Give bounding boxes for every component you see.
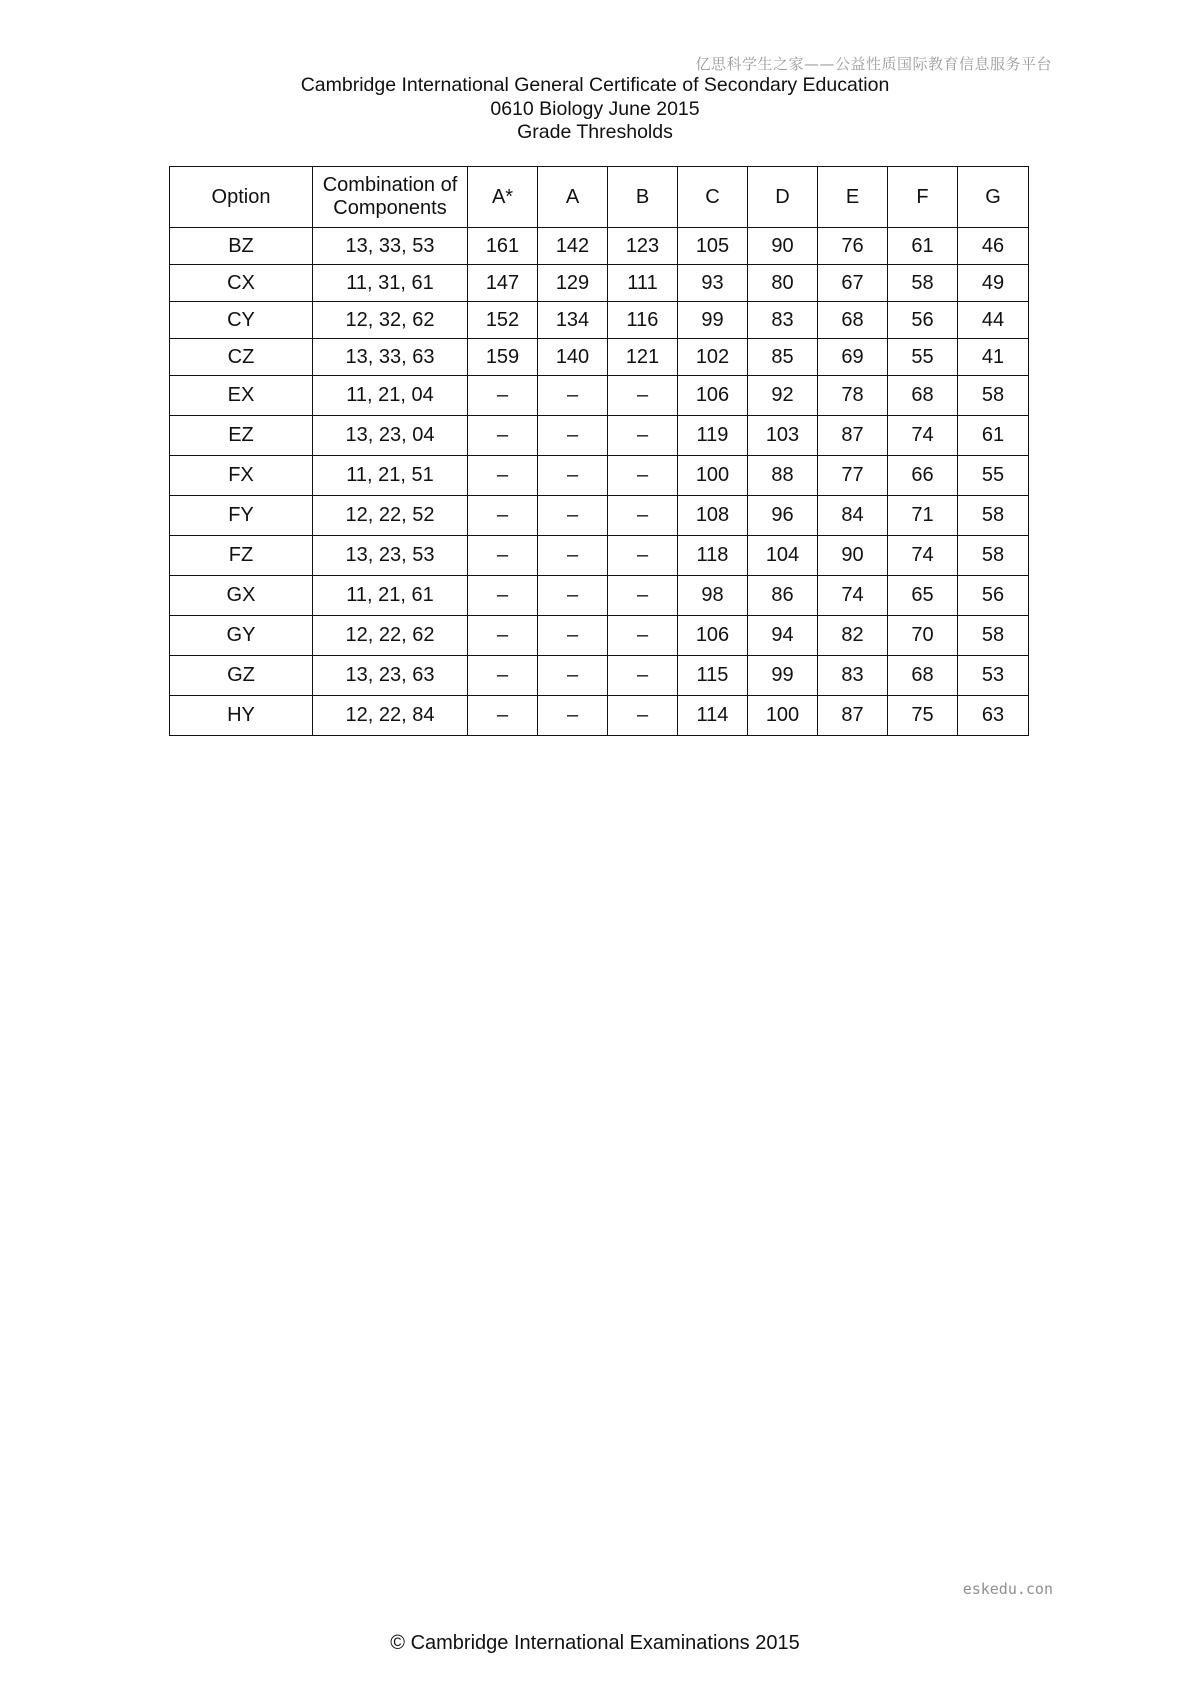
- threshold-cell: 83: [818, 656, 888, 696]
- threshold-cell: 68: [818, 302, 888, 339]
- threshold-cell: 98: [678, 576, 748, 616]
- option-cell: FY: [170, 496, 313, 536]
- threshold-cell: 100: [748, 696, 818, 736]
- threshold-cell: 105: [678, 228, 748, 265]
- threshold-cell: 63: [958, 696, 1029, 736]
- components-cell: 11, 31, 61: [313, 265, 468, 302]
- threshold-cell: 75: [888, 696, 958, 736]
- threshold-cell: 134: [538, 302, 608, 339]
- threshold-cell: 147: [468, 265, 538, 302]
- threshold-cell: 96: [748, 496, 818, 536]
- threshold-cell: 99: [748, 656, 818, 696]
- threshold-cell: 58: [958, 536, 1029, 576]
- threshold-cell: 69: [818, 339, 888, 376]
- threshold-cell: –: [468, 576, 538, 616]
- threshold-cell: 100: [678, 456, 748, 496]
- threshold-cell: 58: [888, 265, 958, 302]
- threshold-cell: 83: [748, 302, 818, 339]
- threshold-cell: 93: [678, 265, 748, 302]
- threshold-cell: 142: [538, 228, 608, 265]
- threshold-cell: –: [468, 536, 538, 576]
- option-cell: GX: [170, 576, 313, 616]
- table-row: [170, 496, 1029, 536]
- column-header: F: [888, 167, 958, 228]
- components-cell: 11, 21, 51: [313, 456, 468, 496]
- threshold-cell: 56: [888, 302, 958, 339]
- table-row: [170, 302, 1029, 339]
- option-cell: GY: [170, 616, 313, 656]
- threshold-cell: 152: [468, 302, 538, 339]
- table-row: [170, 376, 1029, 416]
- threshold-cell: 74: [818, 576, 888, 616]
- heading-title: Grade Thresholds: [517, 121, 673, 143]
- table-row: [170, 416, 1029, 456]
- threshold-cell: –: [468, 496, 538, 536]
- threshold-cell: –: [608, 376, 678, 416]
- threshold-cell: 58: [958, 616, 1029, 656]
- threshold-cell: 66: [888, 456, 958, 496]
- table-row: [170, 616, 1029, 656]
- components-cell: 12, 22, 84: [313, 696, 468, 736]
- threshold-cell: 103: [748, 416, 818, 456]
- table-header-row: [170, 167, 1029, 228]
- components-cell: 13, 23, 53: [313, 536, 468, 576]
- threshold-cell: 87: [818, 416, 888, 456]
- option-cell: EZ: [170, 416, 313, 456]
- column-header: Combination of Components: [313, 167, 468, 228]
- option-cell: CZ: [170, 339, 313, 376]
- threshold-cell: 55: [958, 456, 1029, 496]
- threshold-cell: 111: [608, 265, 678, 302]
- threshold-cell: –: [468, 376, 538, 416]
- threshold-cell: 85: [748, 339, 818, 376]
- threshold-cell: –: [608, 416, 678, 456]
- threshold-cell: 56: [958, 576, 1029, 616]
- threshold-cell: 53: [958, 656, 1029, 696]
- heading-syllabus: 0610 Biology June 2015: [490, 97, 700, 120]
- threshold-cell: 94: [748, 616, 818, 656]
- threshold-cell: 102: [678, 339, 748, 376]
- option-cell: HY: [170, 696, 313, 736]
- table-row: [170, 656, 1029, 696]
- threshold-cell: 41: [958, 339, 1029, 376]
- threshold-cell: 77: [818, 456, 888, 496]
- components-cell: 11, 21, 61: [313, 576, 468, 616]
- column-header: D: [748, 167, 818, 228]
- threshold-cell: –: [538, 696, 608, 736]
- threshold-cell: 78: [818, 376, 888, 416]
- watermark-top: 亿思科学生之家——公益性质国际教育信息服务平台: [695, 55, 1052, 73]
- threshold-cell: –: [468, 696, 538, 736]
- copyright-footer: © Cambridge International Examinations 2015: [390, 1632, 800, 1654]
- column-header: B: [608, 167, 678, 228]
- threshold-cell: –: [608, 456, 678, 496]
- threshold-cell: 74: [888, 536, 958, 576]
- components-cell: 13, 23, 63: [313, 656, 468, 696]
- components-cell: 13, 33, 63: [313, 339, 468, 376]
- threshold-cell: 68: [888, 656, 958, 696]
- threshold-cell: –: [538, 616, 608, 656]
- threshold-cell: 44: [958, 302, 1029, 339]
- table-row: [170, 536, 1029, 576]
- threshold-cell: 76: [818, 228, 888, 265]
- threshold-cell: 90: [818, 536, 888, 576]
- threshold-cell: –: [468, 656, 538, 696]
- threshold-cell: 90: [748, 228, 818, 265]
- threshold-cell: –: [608, 496, 678, 536]
- table-row: [170, 696, 1029, 736]
- column-header: C: [678, 167, 748, 228]
- threshold-cell: 82: [818, 616, 888, 656]
- threshold-cell: 106: [678, 376, 748, 416]
- threshold-cell: 80: [748, 265, 818, 302]
- threshold-cell: 115: [678, 656, 748, 696]
- column-header: G: [958, 167, 1029, 228]
- option-cell: GZ: [170, 656, 313, 696]
- components-cell: 12, 22, 62: [313, 616, 468, 656]
- column-header: Option: [170, 167, 313, 228]
- watermark-bottom: eskedu.con: [962, 1580, 1053, 1598]
- table-row: [170, 228, 1029, 265]
- option-cell: BZ: [170, 228, 313, 265]
- table-row: [170, 339, 1029, 376]
- threshold-cell: 159: [468, 339, 538, 376]
- table-body: [170, 228, 1029, 736]
- threshold-cell: 116: [608, 302, 678, 339]
- threshold-cell: 161: [468, 228, 538, 265]
- threshold-cell: –: [608, 576, 678, 616]
- threshold-cell: 46: [958, 228, 1029, 265]
- threshold-cell: 58: [958, 376, 1029, 416]
- option-cell: CY: [170, 302, 313, 339]
- threshold-cell: 74: [888, 416, 958, 456]
- threshold-cell: –: [538, 536, 608, 576]
- threshold-cell: 99: [678, 302, 748, 339]
- column-header: A*: [468, 167, 538, 228]
- threshold-cell: –: [608, 536, 678, 576]
- threshold-cell: 70: [888, 616, 958, 656]
- threshold-cell: 61: [888, 228, 958, 265]
- threshold-cell: 108: [678, 496, 748, 536]
- components-cell: 13, 33, 53: [313, 228, 468, 265]
- threshold-cell: –: [538, 456, 608, 496]
- threshold-cell: 67: [818, 265, 888, 302]
- threshold-cell: 88: [748, 456, 818, 496]
- document-heading: [0, 74, 1190, 145]
- table-row: [170, 265, 1029, 302]
- threshold-cell: –: [608, 616, 678, 656]
- column-header: E: [818, 167, 888, 228]
- option-cell: CX: [170, 265, 313, 302]
- threshold-cell: 140: [538, 339, 608, 376]
- threshold-cell: 55: [888, 339, 958, 376]
- threshold-cell: 114: [678, 696, 748, 736]
- threshold-cell: 65: [888, 576, 958, 616]
- threshold-cell: 61: [958, 416, 1029, 456]
- threshold-cell: 49: [958, 265, 1029, 302]
- table-row: [170, 456, 1029, 496]
- threshold-cell: –: [608, 696, 678, 736]
- threshold-cell: –: [468, 416, 538, 456]
- option-cell: EX: [170, 376, 313, 416]
- components-cell: 11, 21, 04: [313, 376, 468, 416]
- threshold-cell: 119: [678, 416, 748, 456]
- threshold-cell: 86: [748, 576, 818, 616]
- table-row: [170, 576, 1029, 616]
- threshold-cell: 104: [748, 536, 818, 576]
- threshold-cell: 87: [818, 696, 888, 736]
- option-cell: FX: [170, 456, 313, 496]
- threshold-cell: 71: [888, 496, 958, 536]
- threshold-cell: –: [538, 376, 608, 416]
- threshold-cell: 58: [958, 496, 1029, 536]
- threshold-cell: 118: [678, 536, 748, 576]
- components-cell: 13, 23, 04: [313, 416, 468, 456]
- heading-qualification: Cambridge International General Certificate of Secondary Education: [300, 74, 890, 96]
- threshold-cell: 92: [748, 376, 818, 416]
- threshold-cell: –: [538, 576, 608, 616]
- threshold-cell: 129: [538, 265, 608, 302]
- threshold-cell: –: [468, 456, 538, 496]
- threshold-cell: –: [468, 616, 538, 656]
- threshold-cell: –: [538, 656, 608, 696]
- threshold-cell: 106: [678, 616, 748, 656]
- threshold-cell: 123: [608, 228, 678, 265]
- option-cell: FZ: [170, 536, 313, 576]
- column-header: A: [538, 167, 608, 228]
- threshold-cell: 121: [608, 339, 678, 376]
- threshold-cell: –: [538, 496, 608, 536]
- grade-thresholds-table: [169, 166, 1029, 736]
- threshold-cell: –: [538, 416, 608, 456]
- components-cell: 12, 22, 52: [313, 496, 468, 536]
- threshold-cell: 68: [888, 376, 958, 416]
- threshold-cell: –: [608, 656, 678, 696]
- components-cell: 12, 32, 62: [313, 302, 468, 339]
- threshold-cell: 84: [818, 496, 888, 536]
